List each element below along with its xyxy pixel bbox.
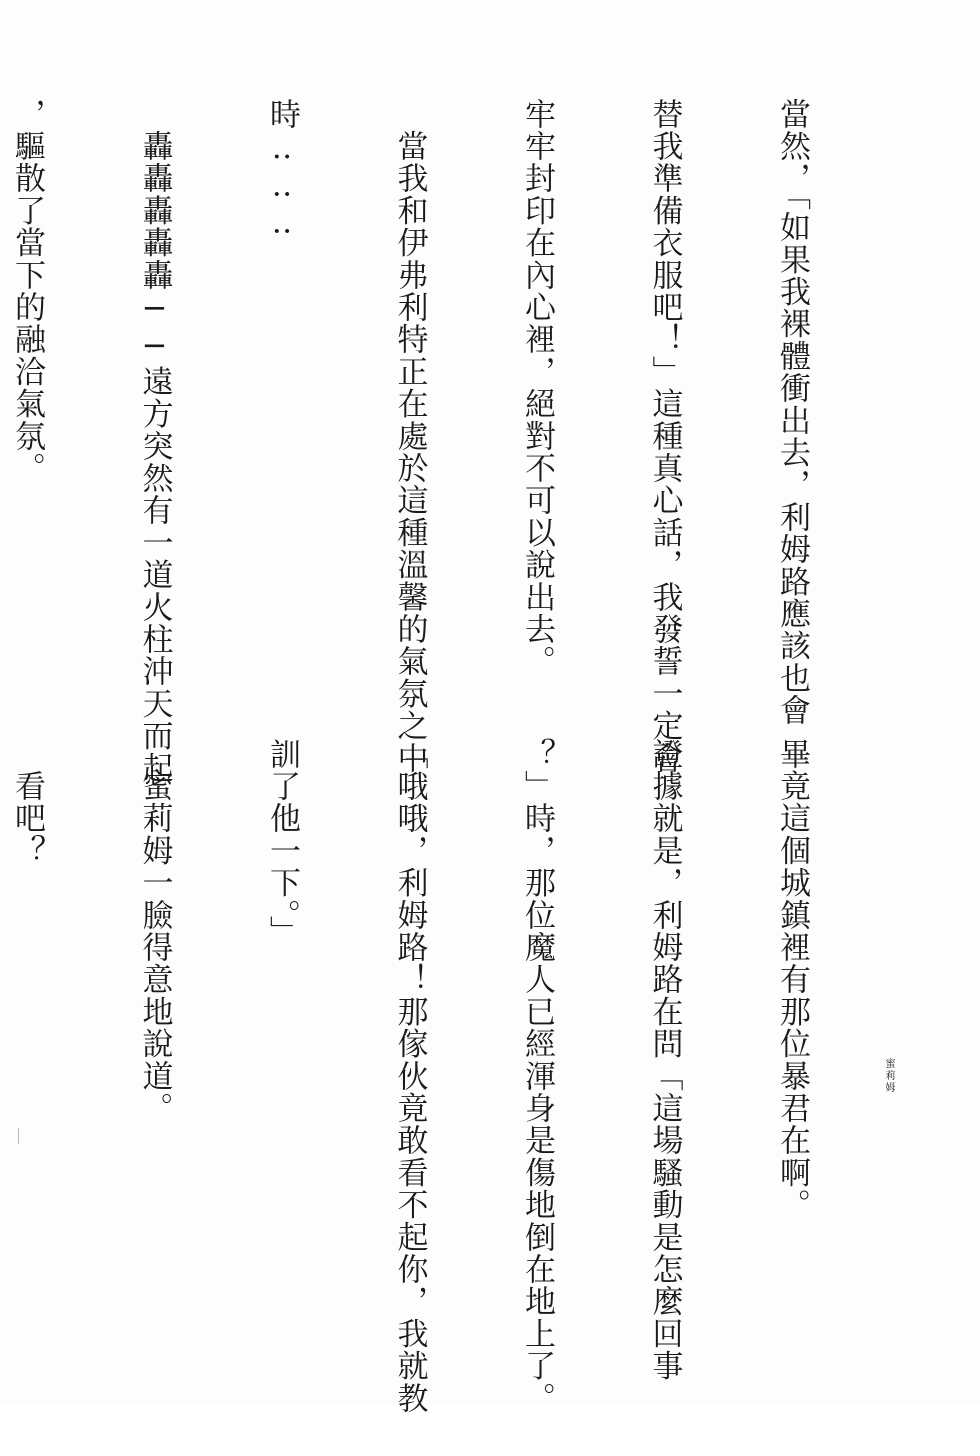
text-line: 蜜莉姆一臉得意地說道。 — [136, 738, 173, 1125]
text-line: 轟轟轟轟轟──遠方突然有一道火柱沖天而起 — [136, 98, 173, 785]
text-line: 牢牢封印在內心裡，絕對不可以說出去。 — [519, 98, 555, 678]
text-line: 證據就是，利姆路在問「這場騷動是怎麼回事 — [646, 738, 683, 1382]
text-block-top — [0, 98, 898, 785]
text-line: 替我準備衣服吧！」這種真心話，我發誓一定會 — [646, 98, 683, 775]
text-line: 當然，「如果我裸體衝出去，利姆路應該也會 — [774, 98, 810, 727]
text-line: 「哦哦，利姆路！那傢伙竟敢看不起你，我就教 — [391, 738, 428, 1415]
text-line: 看吧？ — [9, 738, 45, 867]
text-line: ，驅散了當下的融洽氣氛。 — [9, 98, 45, 485]
gutter-mark — [18, 1128, 19, 1144]
text-line: 當我和伊弗利特正在處於這種溫馨的氣氛之中 — [391, 98, 428, 775]
text-line: 時‥‥‥ — [264, 98, 300, 242]
text-block-bottom — [0, 738, 898, 1415]
text-line: ？」時，那位魔人已經渾身是傷地倒在地上了。 — [519, 738, 555, 1415]
text-line: 訓了他一下。」 — [264, 738, 300, 948]
text-line: 畢竟這個城鎮裡有那位暴君在啊。 — [774, 738, 810, 1221]
ruby-annotation: 蜜莉姆 — [883, 1058, 894, 1094]
